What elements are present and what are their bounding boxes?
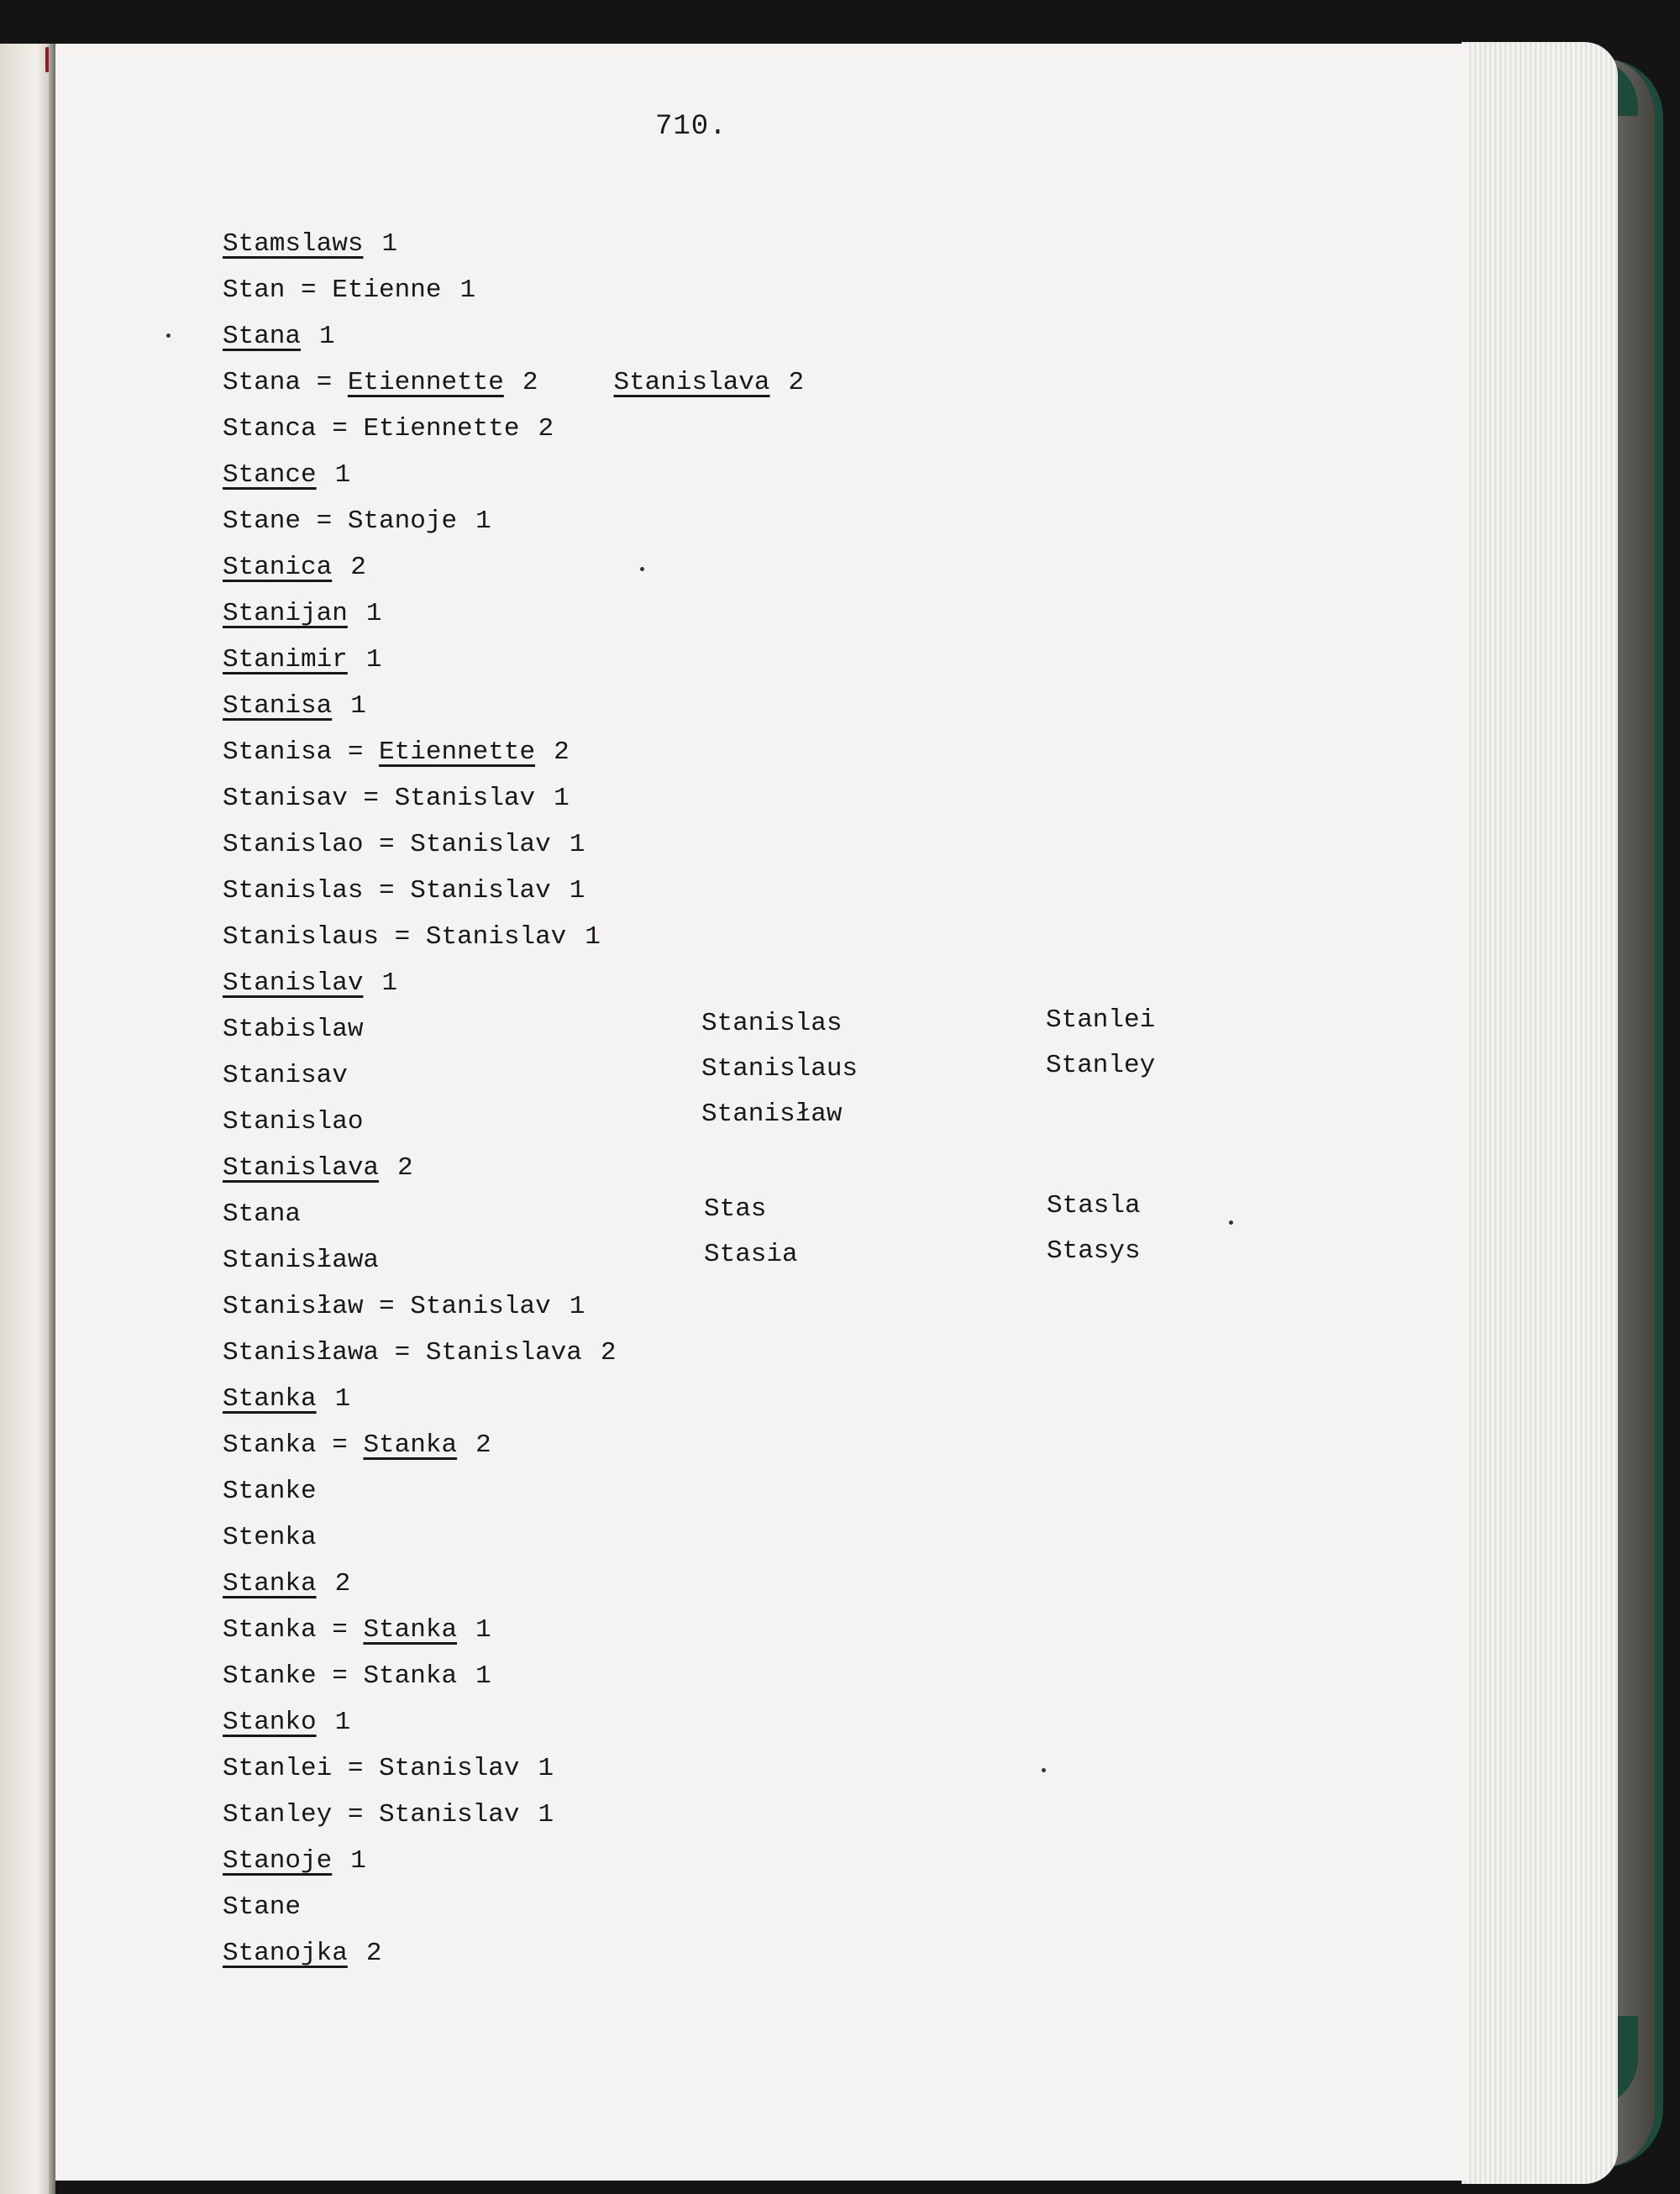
entry-name: Stanka bbox=[223, 1430, 317, 1460]
index-entry bbox=[223, 1283, 804, 1330]
index-entry bbox=[223, 1838, 804, 1884]
stanislava-variants-middle bbox=[704, 1187, 798, 1278]
entry-count: 1 bbox=[569, 830, 585, 859]
entry-name: Stana bbox=[223, 322, 302, 351]
entry-equivalent: Stanoje bbox=[347, 507, 458, 536]
entry-name: Stanislao bbox=[223, 830, 364, 859]
variant-name: Stasia bbox=[704, 1240, 798, 1269]
equals-sign: = bbox=[332, 1754, 380, 1783]
equals-sign: = bbox=[285, 276, 333, 305]
entry-count: 1 bbox=[381, 229, 398, 259]
entry-count: 1 bbox=[350, 691, 366, 721]
entry-count: 1 bbox=[334, 1384, 351, 1414]
index-entry bbox=[223, 221, 804, 267]
entry-equivalent: Stanislav bbox=[379, 1754, 520, 1783]
paper-speck bbox=[1229, 1220, 1233, 1225]
entry-count: 1 bbox=[381, 968, 398, 998]
index-entry bbox=[223, 1930, 804, 1976]
index-entry bbox=[223, 914, 804, 960]
entry-count: 2 bbox=[554, 737, 570, 767]
stanislav-variants-middle bbox=[701, 1001, 858, 1137]
variant-name: Stanisław bbox=[701, 1100, 843, 1129]
entry-count: 1 bbox=[365, 599, 382, 628]
entry-name: Stabislaw bbox=[223, 1015, 364, 1044]
entry-count: 2 bbox=[397, 1153, 413, 1183]
entry-count: 1 bbox=[585, 922, 601, 952]
index-entry bbox=[223, 1792, 804, 1838]
entry-name: Stan bbox=[223, 276, 286, 305]
paper-speck bbox=[1042, 1768, 1046, 1772]
entry-name: Stanislao bbox=[223, 1107, 364, 1136]
index-entry bbox=[223, 267, 804, 313]
entry-name: Stanislava bbox=[223, 1153, 380, 1183]
entry-name: Stanislas bbox=[223, 876, 364, 905]
entry-equivalent: Stanka bbox=[363, 1430, 458, 1460]
entry-count: 2 bbox=[334, 1569, 351, 1598]
entry-equivalent: Stanislav bbox=[410, 830, 551, 859]
entry-count: 1 bbox=[475, 1661, 491, 1691]
entry-name: Stanka bbox=[223, 1384, 317, 1414]
entry-count: 1 bbox=[538, 1754, 554, 1783]
equals-sign: = bbox=[316, 1661, 364, 1691]
index-entry bbox=[223, 498, 804, 544]
index-entry bbox=[223, 360, 804, 406]
entry-equivalent: Etiennette bbox=[363, 414, 520, 444]
entry-count: 1 bbox=[459, 276, 476, 305]
entry-count: 1 bbox=[569, 876, 585, 905]
equals-sign: = bbox=[316, 414, 364, 444]
entry-name: Stanisa bbox=[223, 737, 333, 767]
entry-name: Stanisav bbox=[223, 1061, 348, 1090]
entry-count: 1 bbox=[334, 460, 351, 490]
variant-name: Stas bbox=[704, 1194, 767, 1224]
variant-name: Stasys bbox=[1047, 1236, 1141, 1266]
index-entry bbox=[223, 775, 804, 821]
index-entry bbox=[223, 868, 804, 914]
index-entry bbox=[223, 1884, 804, 1930]
entry-name: Stanisław bbox=[223, 1292, 364, 1321]
entry-name: Stamslaws bbox=[223, 229, 364, 259]
page-stack-edges bbox=[1462, 42, 1618, 2184]
equals-sign: = bbox=[379, 1338, 426, 1367]
equals-sign: = bbox=[332, 737, 380, 767]
equals-sign: = bbox=[316, 1430, 364, 1460]
entry-name: Stanlei bbox=[223, 1754, 333, 1783]
entry-count: 2 bbox=[350, 553, 366, 582]
entry-name: Stanca bbox=[223, 414, 317, 444]
entry-count: 1 bbox=[365, 645, 382, 674]
entry-equivalent: Etiennette bbox=[347, 368, 504, 397]
entry-cross-reference-count: 2 bbox=[788, 368, 805, 397]
entry-equivalent: Stanislav bbox=[394, 784, 536, 813]
stanislava-variants-right bbox=[1047, 1184, 1141, 1274]
variant-name: Stanlei bbox=[1046, 1005, 1156, 1035]
entry-equivalent: Stanka bbox=[363, 1615, 458, 1645]
entry-name: Stanka bbox=[223, 1615, 317, 1645]
entry-count: 2 bbox=[538, 414, 554, 444]
entry-count: 2 bbox=[475, 1430, 491, 1460]
facing-page-edge bbox=[0, 44, 52, 2194]
entry-name: Stanoje bbox=[223, 1846, 333, 1876]
entry-count: 1 bbox=[554, 784, 570, 813]
entry-name: Stana bbox=[223, 1199, 302, 1229]
entry-name: Stanka bbox=[223, 1569, 317, 1598]
entry-name: Stane bbox=[223, 1892, 302, 1922]
entry-equivalent: Stanislava bbox=[425, 1338, 582, 1367]
entry-name: Stanislaus bbox=[223, 922, 380, 952]
entry-equivalent: Etienne bbox=[332, 276, 442, 305]
equals-sign: = bbox=[363, 876, 411, 905]
equals-sign: = bbox=[301, 368, 348, 397]
entry-name: Stanimir bbox=[223, 645, 348, 674]
equals-sign: = bbox=[316, 1615, 364, 1645]
index-entry bbox=[223, 1145, 804, 1191]
index-entry bbox=[223, 1468, 804, 1514]
variant-name: Stanislas bbox=[701, 1009, 843, 1038]
book-gutter bbox=[49, 44, 55, 2194]
index-entry bbox=[223, 1699, 804, 1745]
index-entry bbox=[223, 452, 804, 498]
index-entry bbox=[223, 544, 804, 590]
index-entry bbox=[223, 590, 804, 637]
entry-name: Stanica bbox=[223, 553, 333, 582]
entry-name: Stanojka bbox=[223, 1939, 348, 1968]
entry-count: 2 bbox=[522, 368, 538, 397]
entry-equivalent: Etiennette bbox=[379, 737, 536, 767]
index-entry bbox=[223, 729, 804, 775]
entry-count: 1 bbox=[475, 507, 491, 536]
equals-sign: = bbox=[332, 1800, 380, 1829]
entry-equivalent: Stanislav bbox=[410, 1292, 551, 1321]
entry-equivalent: Stanislav bbox=[425, 922, 567, 952]
entry-equivalent: Stanislav bbox=[379, 1800, 520, 1829]
equals-sign: = bbox=[363, 830, 411, 859]
entry-name: Stanko bbox=[223, 1708, 317, 1737]
paper-speck bbox=[166, 333, 171, 338]
entry-name: Stana bbox=[223, 368, 302, 397]
entry-name: Stanijan bbox=[223, 599, 348, 628]
entry-count: 1 bbox=[475, 1615, 491, 1645]
index-entry bbox=[223, 406, 804, 452]
index-entry bbox=[223, 313, 804, 360]
index-entry bbox=[223, 1330, 804, 1376]
entry-name: Stane bbox=[223, 507, 302, 536]
entry-name: Stanisława bbox=[223, 1338, 380, 1367]
index-entry bbox=[223, 683, 804, 729]
entry-count: 2 bbox=[365, 1939, 382, 1968]
index-entry bbox=[223, 1607, 804, 1653]
entry-name: Stenka bbox=[223, 1523, 317, 1552]
index-entry bbox=[223, 1514, 804, 1561]
page-number: 710. bbox=[655, 111, 727, 143]
entry-count: 2 bbox=[600, 1338, 617, 1367]
equals-sign: = bbox=[347, 784, 395, 813]
entry-name: Stanke bbox=[223, 1477, 317, 1506]
equals-sign: = bbox=[379, 922, 426, 952]
index-entry bbox=[223, 1653, 804, 1699]
index-entry bbox=[223, 821, 804, 868]
index-entry bbox=[223, 1745, 804, 1792]
stanislav-variants-right bbox=[1046, 998, 1155, 1089]
entry-count: 1 bbox=[569, 1292, 585, 1321]
index-entry bbox=[223, 1422, 804, 1468]
entry-name: Stanisav bbox=[223, 784, 348, 813]
entry-equivalent: Stanislav bbox=[410, 876, 551, 905]
entry-name: Stance bbox=[223, 460, 317, 490]
entry-name: Stanisława bbox=[223, 1246, 380, 1275]
index-entry bbox=[223, 1376, 804, 1422]
index-entry bbox=[223, 960, 804, 1006]
entry-equivalent: Stanka bbox=[363, 1661, 458, 1691]
variant-name: Stanislaus bbox=[701, 1054, 858, 1084]
entry-name: Stanislav bbox=[223, 968, 364, 998]
paper-speck bbox=[640, 567, 644, 571]
index-entry bbox=[223, 637, 804, 683]
variant-name: Stanley bbox=[1046, 1051, 1156, 1080]
variant-name: Stasla bbox=[1047, 1191, 1141, 1220]
entry-cross-reference: Stanislava bbox=[613, 368, 770, 397]
entry-name: Stanley bbox=[223, 1800, 333, 1829]
entry-count: 1 bbox=[538, 1800, 554, 1829]
equals-sign: = bbox=[301, 507, 348, 536]
entry-count: 1 bbox=[350, 1846, 366, 1876]
equals-sign: = bbox=[363, 1292, 411, 1321]
entry-count: 1 bbox=[334, 1708, 351, 1737]
entry-name: Stanke bbox=[223, 1661, 317, 1691]
entry-name: Stanisa bbox=[223, 691, 333, 721]
index-entry bbox=[223, 1561, 804, 1607]
entry-count: 1 bbox=[319, 322, 335, 351]
